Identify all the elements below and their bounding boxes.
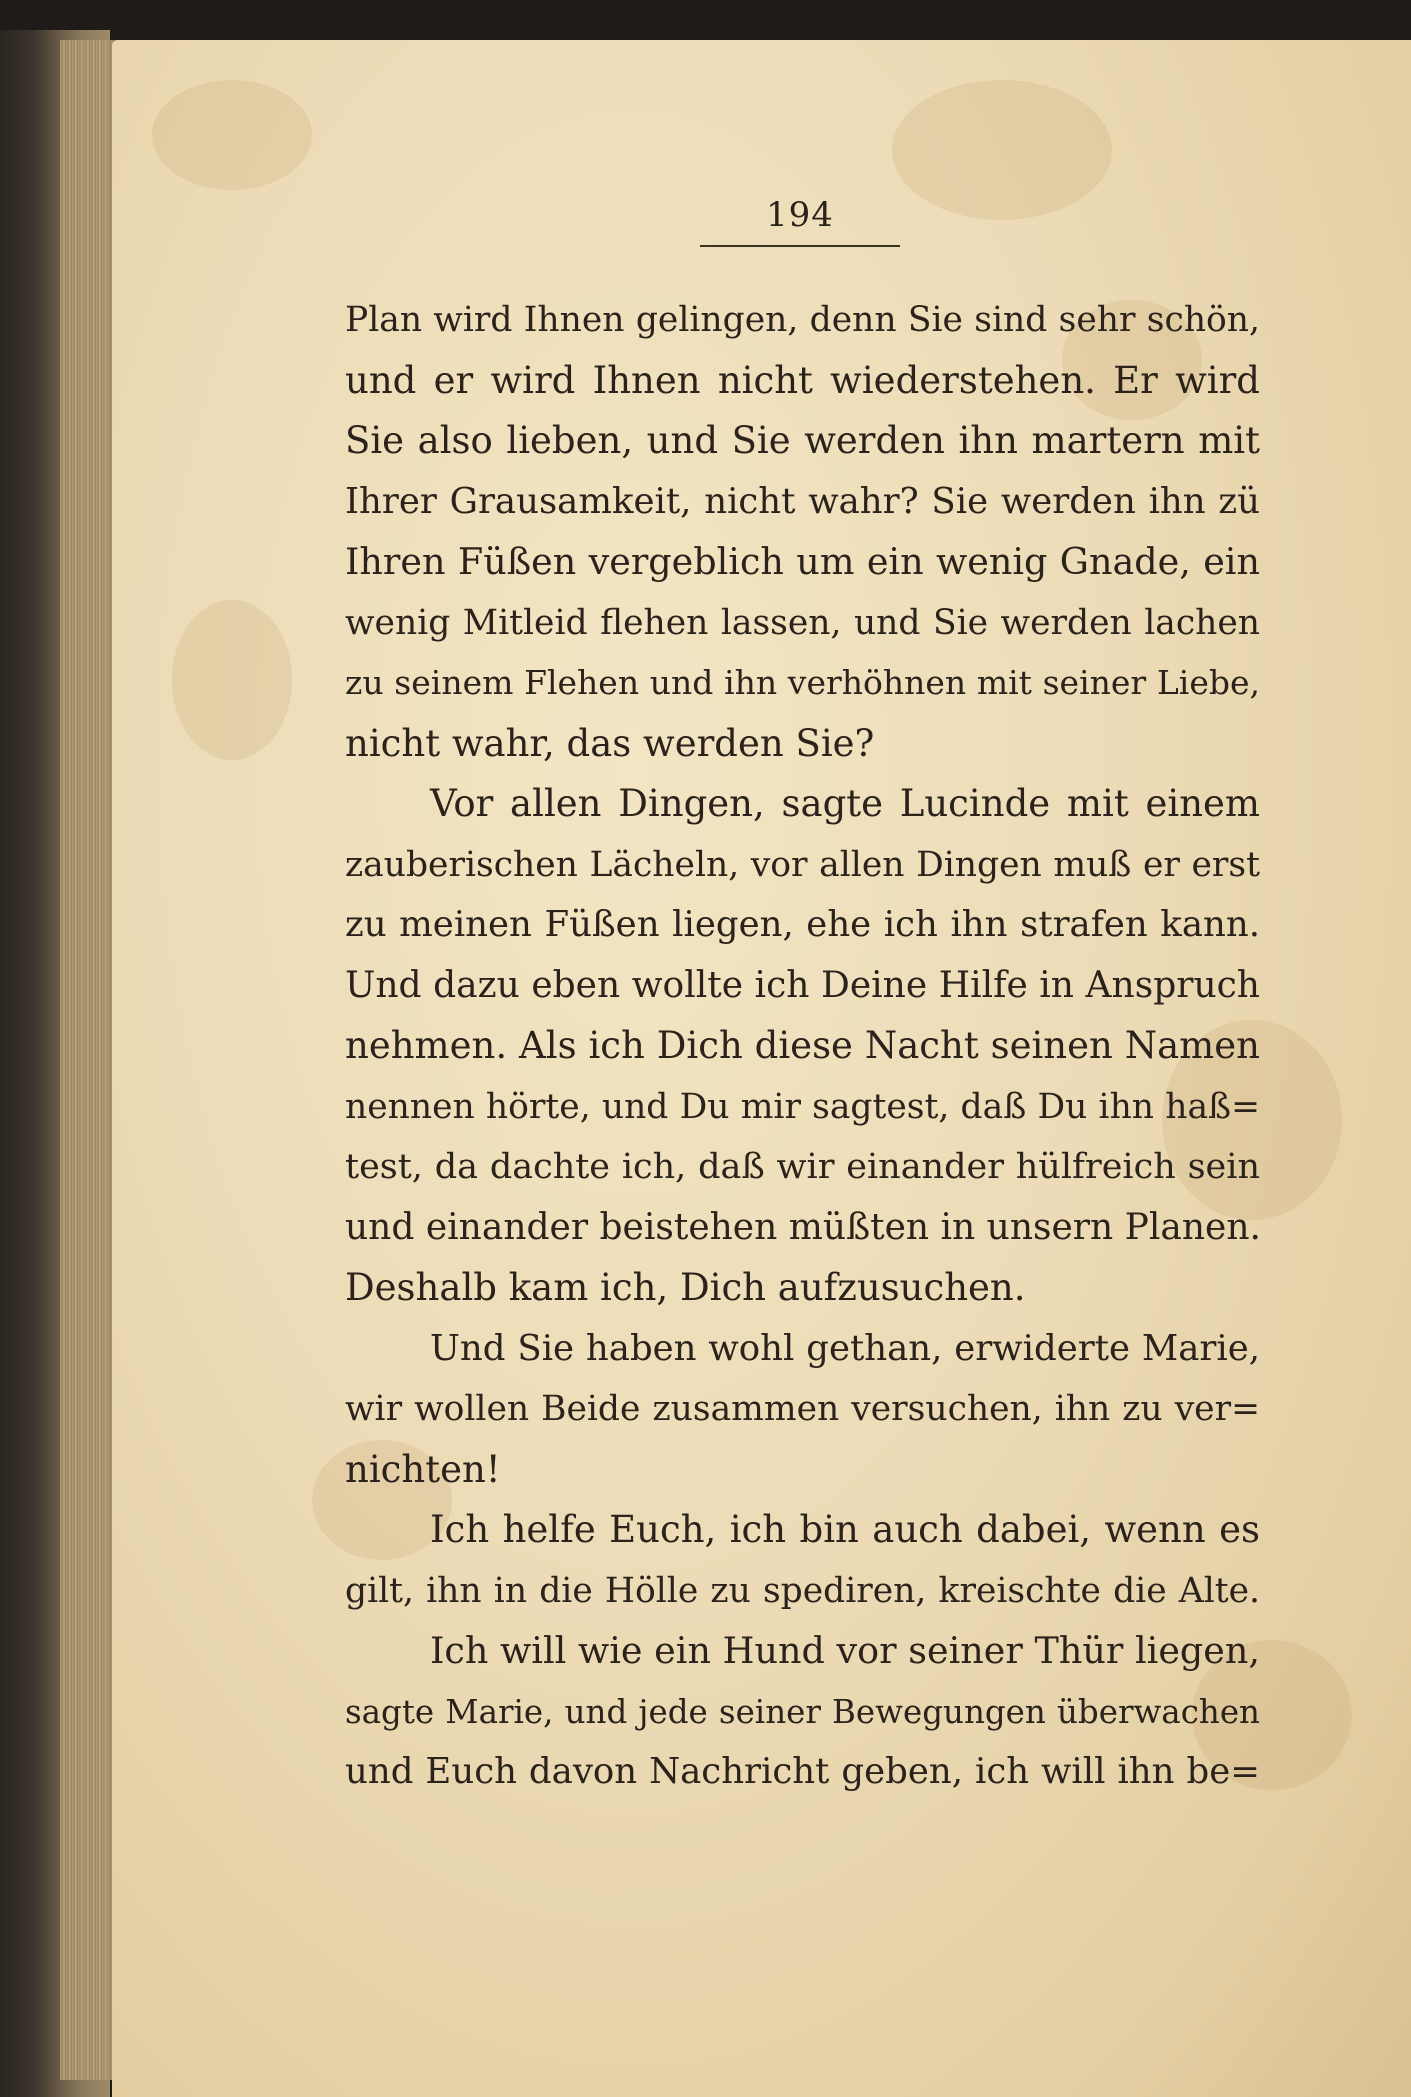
text-line: zu meinen Füßen liegen, ehe ich ihn strafen kann. [345, 904, 1260, 945]
text-line: und Euch davon Nachricht geben, ich will ihn be= [345, 1751, 1260, 1792]
foxing-stain [892, 80, 1112, 220]
text-line: zauberischen Lächeln, vor allen Dingen muß er erst [345, 844, 1260, 885]
text-line: Ihrer Grausamkeit, nicht wahr? Sie werden ihn zü [345, 480, 1260, 522]
page-edges [60, 40, 120, 2080]
text-line: wir wollen Beide zusammen versuchen, ihn zu ver= [345, 1389, 1260, 1429]
text-line: Plan wird Ihnen gelingen, denn Sie sind sehr schön, [345, 300, 1260, 340]
text-line: Vor allen Dingen, sagte Lucinde mit einem [430, 782, 1260, 825]
text-line: Sie also lieben, und Sie werden ihn martern mit [345, 419, 1260, 462]
text-line: Ich helfe Euch, ich bin auch dabei, wenn es [430, 1508, 1260, 1551]
text-line: wenig Mitleid flehen lassen, und Sie werden lachen [345, 602, 1260, 643]
text-line: Und Sie haben wohl gethan, erwiderte Marie, [430, 1327, 1260, 1369]
header-rule [700, 245, 900, 247]
text-line: Ihren Füßen vergeblich um ein wenig Gnade, ein [345, 540, 1260, 583]
text-line: nennen hörte, und Du mir sagtest, daß Du ihn haß= [345, 1086, 1260, 1127]
foxing-stain [172, 600, 292, 760]
text-line: und er wird Ihnen nicht wiederstehen. Er wird [345, 358, 1260, 402]
body-text [345, 290, 1260, 1803]
foxing-stain [152, 80, 312, 190]
text-line: Deshalb kam ich, Dich aufzusuchen. [345, 1266, 1026, 1309]
text-line: sagte Marie, und jede seiner Bewegungen überwachen [345, 1692, 1260, 1731]
text-line: nichten! [345, 1447, 501, 1491]
text-line: test, da dachte ich, daß wir einander hülfreich sein [345, 1147, 1260, 1187]
text-line: gilt, ihn in die Hölle zu spediren, kreischte die Alte. [345, 1570, 1260, 1611]
text-line: Ich will wie ein Hund vor seiner Thür liegen, [430, 1629, 1260, 1672]
text-line: Und dazu eben wollte ich Deine Hilfe in Anspruch [345, 964, 1260, 1006]
page-number: 194 [766, 195, 834, 235]
text-line: nicht wahr, das werden Sie? [345, 721, 875, 765]
text-line: und einander beistehen müßten in unsern Planen. [345, 1206, 1261, 1248]
text-line: zu seinem Flehen und ihn verhöhnen mit seiner Liebe, [345, 663, 1260, 702]
text-line: nehmen. Als ich Dich diese Nacht seinen Namen [345, 1024, 1260, 1067]
